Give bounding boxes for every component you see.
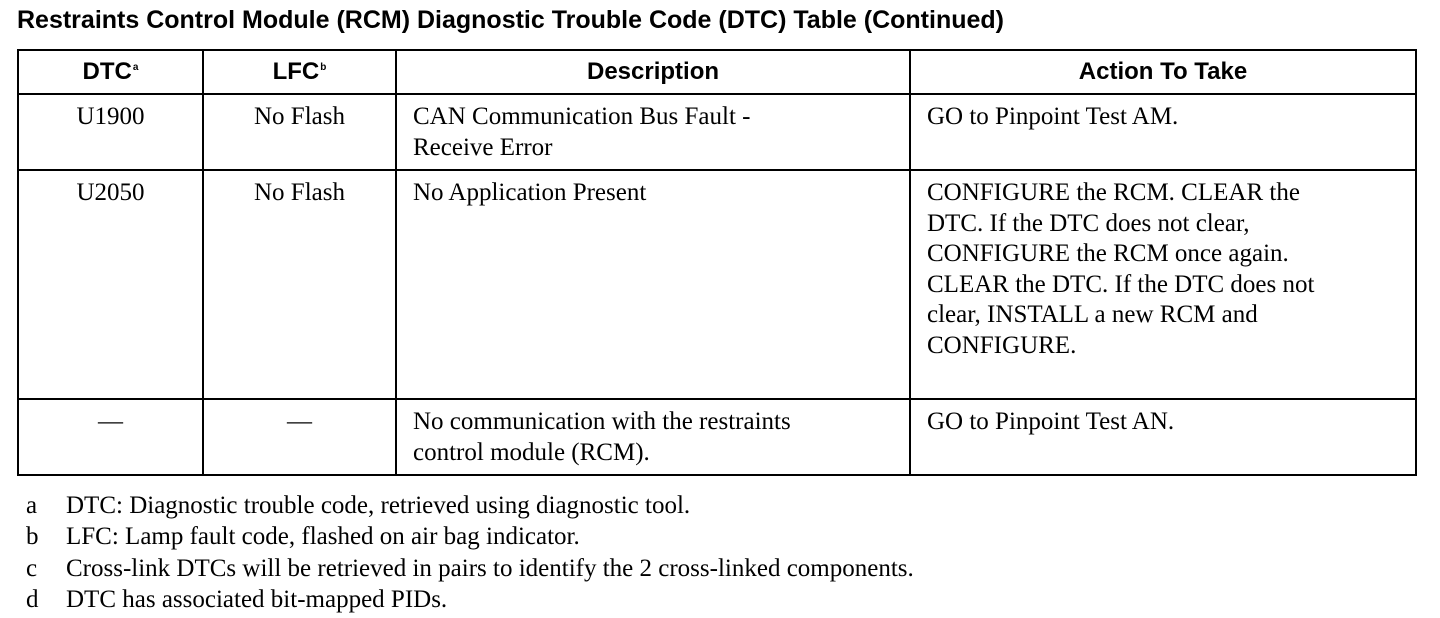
footnote-text: DTC: Diagnostic trouble code, retrieved using diagnostic tool.: [66, 492, 691, 519]
header-description: Description: [396, 50, 910, 94]
cell-lfc: —: [203, 399, 396, 475]
header-action: Action To Take: [910, 50, 1416, 94]
footnote-ref-a: a: [132, 62, 139, 73]
footnote-item: [26, 584, 914, 615]
footnote-item: [26, 553, 914, 584]
footnote-text: LFC: Lamp fault code, flashed on air bag indicator.: [66, 523, 580, 551]
page-title: Restraints Control Module (RCM) Diagnostic Trouble Code (DTC) Table (Continued): [17, 6, 1004, 34]
cell-lfc: No Flash: [203, 170, 396, 399]
cell-action: GO to Pinpoint Test AN.: [910, 399, 1416, 475]
cell-dtc: —: [18, 399, 203, 475]
cell-description: No Application Present: [396, 170, 910, 399]
table-row: [18, 170, 1416, 399]
table-row: [18, 94, 1416, 170]
cell-dtc: U2050: [18, 170, 203, 399]
table-row: [18, 399, 1416, 475]
dtc-table: [17, 49, 1417, 476]
cell-action: CONFIGURE the RCM. CLEAR the DTC. If the DTC does not clear, CONFIGURE the RCM once again. CLEAR the DTC. If the DTC does not clear, INSTALL a new RCM and CONFIGURE.: [910, 170, 1416, 399]
footnote-item: [26, 521, 914, 552]
footnote-key: d: [26, 585, 39, 613]
cell-description: No communication with the restraints control module (RCM).: [396, 399, 910, 475]
footnote-ref-b: b: [320, 62, 327, 73]
table-header-row: [18, 50, 1416, 94]
footnote-key: c: [26, 554, 38, 582]
cell-lfc: No Flash: [203, 94, 396, 170]
header-dtc: DTC$^a$: [18, 50, 203, 94]
header-lfc: LFC$^b$: [203, 50, 396, 94]
cell-description: CAN Communication Bus Fault - Receive Error: [396, 94, 910, 170]
footnote-text: DTC has associated bit-mapped PIDs.: [66, 585, 448, 613]
cell-dtc: U1900: [18, 94, 203, 170]
footnote-key: a: [26, 492, 38, 519]
footnote-key: b: [26, 523, 39, 551]
footnote-item: [26, 490, 914, 521]
cell-action: GO to Pinpoint Test AM.: [910, 94, 1416, 170]
footnotes: [26, 490, 914, 615]
footnote-text: Cross-link DTCs will be retrieved in pairs to identify the 2 cross-linked components.: [66, 554, 914, 582]
